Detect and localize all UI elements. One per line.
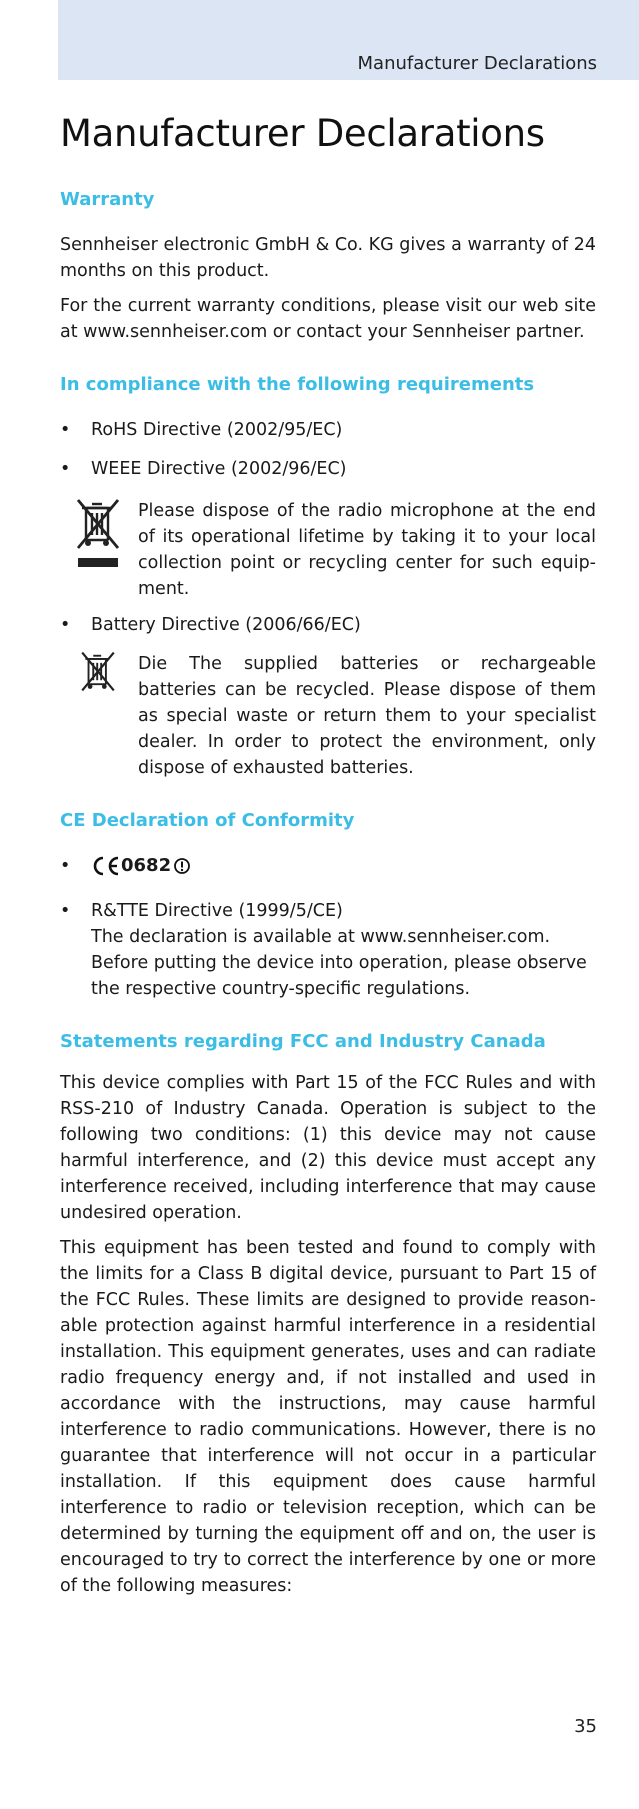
ce-mark xyxy=(91,853,191,879)
list-item-text: Battery Directive (2006/66/EC) xyxy=(91,615,361,635)
weee-note xyxy=(60,498,596,602)
list-item-text: RoHS Directive (2002/95/EC) xyxy=(91,420,343,440)
ce-mark-number: 0682 xyxy=(121,855,172,876)
crossed-out-wheelie-bin-icon xyxy=(74,651,122,711)
list-item xyxy=(60,417,596,443)
ce-mark-icon xyxy=(91,856,121,876)
fcc-paragraph: This device complies with Part 15 of the FCC Rules and with RSS-210 of Industry Canada. Operation is subject to the following two conditions: (1) this device may not cause harmful interference, and (2) this device must accept any interference received, including interference that may cause undesired operation. xyxy=(60,1073,596,1223)
rtte-instruction: Before putting the device into operation, please observe the respective country-specific regulations. xyxy=(91,953,587,999)
page-content xyxy=(60,110,596,1608)
fcc-heading: Statements regarding FCC and Industry Canada xyxy=(60,1031,546,1052)
bullet-icon: • xyxy=(60,901,71,921)
list-item xyxy=(60,898,596,1002)
running-header: Manufacturer Declarations xyxy=(357,53,597,74)
weee-note-text: Please dispose of the radio microphone at the end of its operational lifetime by taking it to your local collection point or recycling center for such equip-ment. xyxy=(138,501,596,599)
list-item xyxy=(60,456,596,482)
crossed-out-wheelie-bin-icon xyxy=(74,498,122,574)
fcc-paragraph: This equipment has been tested and found to comply with the limits for a Class B digital device, pursuant to Part 15 of the FCC Rules. These limits are designed to provide reason-able protection against harmful interference in a residential installation. This equipment generates, uses and can radiate radio frequency energy and, if not installed and used in accordance with the instructions, may cause harmful interference to radio communications. However, there is no guarantee that interference will not occur in a particular installation. If this equipment does cause harmful interference to radio or television reception, which can be determined by turning the equipment off and on, the user is encouraged to try to correct the interference by one or more of the following measures: xyxy=(60,1238,596,1596)
bullet-icon: • xyxy=(60,856,71,876)
ce-heading: CE Declaration of Conformity xyxy=(60,810,355,831)
warranty-paragraph: Sennheiser electronic GmbH & Co. KG gives a warranty of 24 months on this product. xyxy=(60,235,596,281)
list-item xyxy=(60,612,596,638)
rtte-title: R&TTE Directive (1999/5/CE) xyxy=(91,901,343,921)
warranty-paragraph: For the current warranty conditions, please visit our web site at www.sennheiser.com or contact your Sennheiser partner. xyxy=(60,296,596,342)
bullet-icon: • xyxy=(60,420,71,440)
rtte-availability: The declaration is available at www.sennheiser.com. xyxy=(91,927,551,947)
class-2-alert-icon xyxy=(173,857,191,875)
bullet-icon: • xyxy=(60,459,71,479)
warranty-heading: Warranty xyxy=(60,189,155,210)
bullet-icon: • xyxy=(60,615,71,635)
compliance-heading: In compliance with the following requirements xyxy=(60,374,535,395)
list-item-text: WEEE Directive (2002/96/EC) xyxy=(91,459,347,479)
page-title: Manufacturer Declarations xyxy=(60,112,545,155)
list-item xyxy=(60,853,596,884)
battery-note-text: Die The supplied batteries or rechargeable batteries can be recycled. Please dispose of them as special waste or return them to your specialist dealer. In order to protect the environment, only dispose of exhausted batteries. xyxy=(138,654,596,778)
battery-note xyxy=(60,651,596,781)
page-number: 35 xyxy=(574,1716,597,1737)
